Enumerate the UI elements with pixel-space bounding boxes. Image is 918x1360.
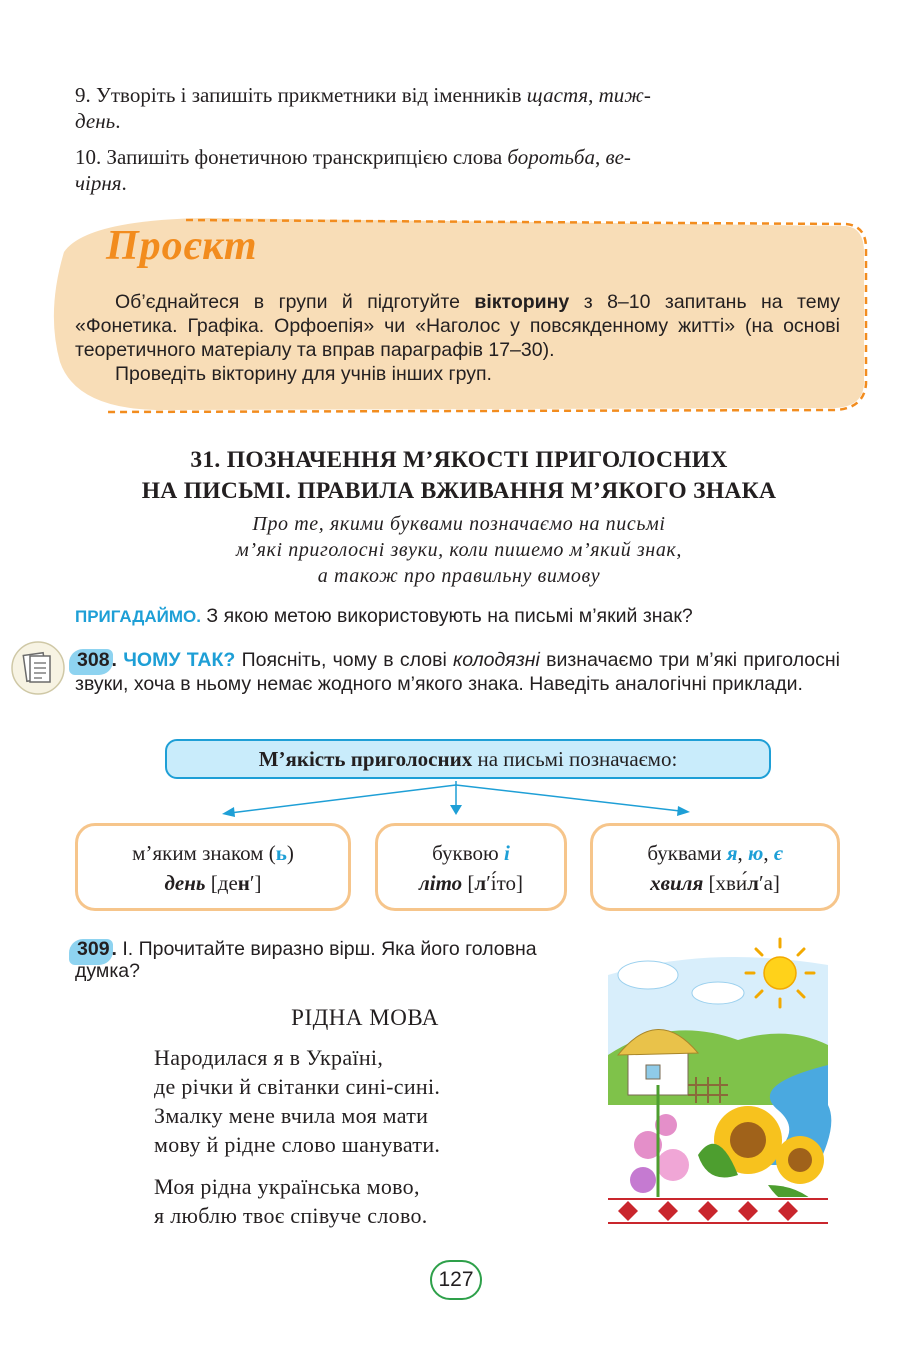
rule-header: М’якість приголосних на письмі позначаємо: xyxy=(165,739,771,779)
rule-box-letters-ya-yu-ye: буквами я, ю, є хвиля [хви́л′а] xyxy=(590,823,840,911)
village-sunflower-illustration xyxy=(588,935,840,1235)
poem-line: Змалку мене вчила моя мати xyxy=(154,1103,429,1128)
rule-box-soft-sign: м’яким знаком (ь) день [ден′] xyxy=(75,823,351,911)
task-9-number: 9. xyxy=(75,83,91,107)
poem-line: Моя рідна українська мово, xyxy=(154,1174,420,1199)
section-title: 31. ПОЗНАЧЕННЯ М’ЯКОСТІ ПРИГОЛОСНИХ НА ПИСЬМІ. ПРАВИЛА ВЖИВАННЯ М’ЯКОГО ЗНАКА xyxy=(141,447,777,504)
poem-line: Народилася я в Україні, xyxy=(154,1045,384,1070)
project-title: Проєкт xyxy=(106,223,258,269)
poem-stanza-1 xyxy=(154,1043,440,1159)
remember-label: ПРИГАДАЙМО. xyxy=(75,607,201,626)
page-number: 127 xyxy=(430,1260,482,1300)
task-10-number: 10. xyxy=(75,145,102,169)
poem-line: де річки й світанки сині-сині. xyxy=(154,1074,441,1099)
exercise-number-309: 309 xyxy=(77,938,110,960)
task-10: 10. Запишіть фонетичною транскрипцією слова боротьба, ве- чірня. xyxy=(75,145,631,195)
exercise-309: 309 . І. Прочитайте виразно вірш. Яка його головна думка? xyxy=(75,938,537,982)
task-9: 9. Утворіть і запишіть прикметники від іменників щастя, тиж- день. xyxy=(75,83,651,133)
poem-stanza-2 xyxy=(154,1172,428,1230)
exercise-308: 308 . ЧОМУ ТАК? Поясніть, чому в слові колодязні визначаємо три м’які приголосні звуки, хоча в ньому немає жодного м’якого знака. Наведіть аналогічні приклади. xyxy=(75,649,840,695)
poem-line: я люблю твоє співуче слово. xyxy=(154,1203,428,1228)
remember-question: ПРИГАДАЙМО. З якою метою використовують на письмі м’який знак? xyxy=(75,605,693,627)
rule-arrows xyxy=(200,779,720,823)
notebook-icon xyxy=(10,640,66,696)
rule-box-letter-i: буквою і літо [л′і́то] xyxy=(375,823,567,911)
section-subtitle: Про те, якими буквами позначаємо на письмі м’які приголосні звуки, коли пишемо м’який знак, а також про правильну вимову xyxy=(236,513,682,587)
why-so-label: ЧОМУ ТАК? xyxy=(116,649,236,671)
project-text: Об’єднайтеся в групи й підготуйте вікторину з 8–10 запитань на тему «Фонетика. Графіка. Орфоепія» чи «Наголос у повсякденному житті» (на основі теоретичного матеріалу та вправ параграфів 17–30). Проведіть вікторину для учнів інших груп. xyxy=(75,291,840,385)
poem-title: РІДНА МОВА xyxy=(291,1005,439,1030)
poem-line: мову й рідне слово шанувати. xyxy=(154,1132,441,1157)
exercise-number-308: 308 xyxy=(77,649,110,671)
